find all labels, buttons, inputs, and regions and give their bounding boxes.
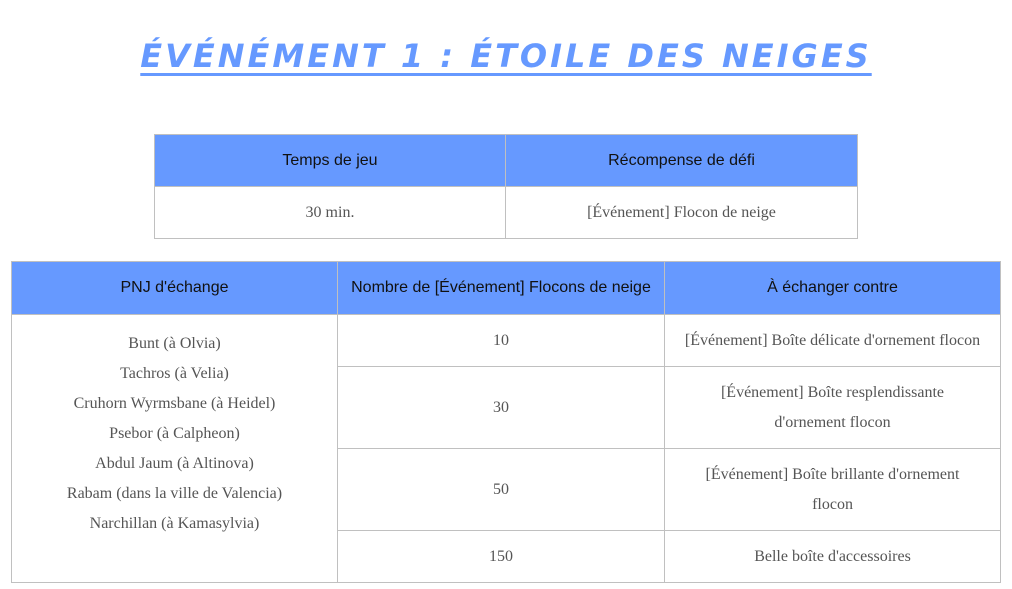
exchange-reward <box>665 367 1001 449</box>
reward-line: flocon <box>812 495 853 513</box>
table-header-row <box>12 262 1001 315</box>
exchange-reward <box>665 531 1001 583</box>
snowflake-count: 150 <box>338 531 665 583</box>
npc-item: Psebor (à Calpheon) <box>109 425 240 442</box>
reward-line: [Événement] Boîte délicate d'ornement flocon <box>684 331 981 349</box>
snowflake-count: 50 <box>338 449 665 531</box>
snowflake-count: 10 <box>338 315 665 367</box>
npc-item: Tachros (à Velia) <box>120 365 229 382</box>
event-info-table <box>154 134 858 239</box>
header-snowflake-count: Nombre de [Événement] Flocons de neige <box>338 262 665 315</box>
page-title: ÉVÉNÉMENT 1 : ÉTOILE DES NEIGES <box>140 37 872 75</box>
npc-list-cell <box>12 315 338 583</box>
table-row <box>12 315 1001 367</box>
exchange-table <box>11 261 1001 583</box>
reward-line: [Événement] Boîte resplendissante <box>720 383 945 401</box>
npc-item: Narchillan (à Kamasylvia) <box>89 515 260 532</box>
table-header-row <box>155 135 858 187</box>
reward-line: [Événement] Boîte brillante d'ornement <box>705 465 960 483</box>
snowflake-count: 30 <box>338 367 665 449</box>
header-exchange-for: À échanger contre <box>665 262 1001 315</box>
npc-item: Abdul Jaum (à Altinova) <box>95 455 254 472</box>
reward-line: d'ornement flocon <box>774 413 891 431</box>
npc-item: Bunt (à Olvia) <box>128 335 221 352</box>
reward-line: Belle boîte d'accessoires <box>754 547 911 565</box>
npc-item: Cruhorn Wyrmsbane (à Heidel) <box>73 395 276 412</box>
npc-item: Rabam (dans la ville de Valencia) <box>66 485 283 502</box>
exchange-reward <box>665 449 1001 531</box>
header-play-time: Temps de jeu <box>155 135 506 187</box>
header-exchange-npc: PNJ d'échange <box>12 262 338 315</box>
exchange-reward <box>665 315 1001 367</box>
table-row <box>155 187 858 239</box>
play-time-value: 30 min. <box>155 187 506 239</box>
challenge-reward-value: [Événement] Flocon de neige <box>506 187 858 239</box>
header-challenge-reward: Récompense de défi <box>506 135 858 187</box>
